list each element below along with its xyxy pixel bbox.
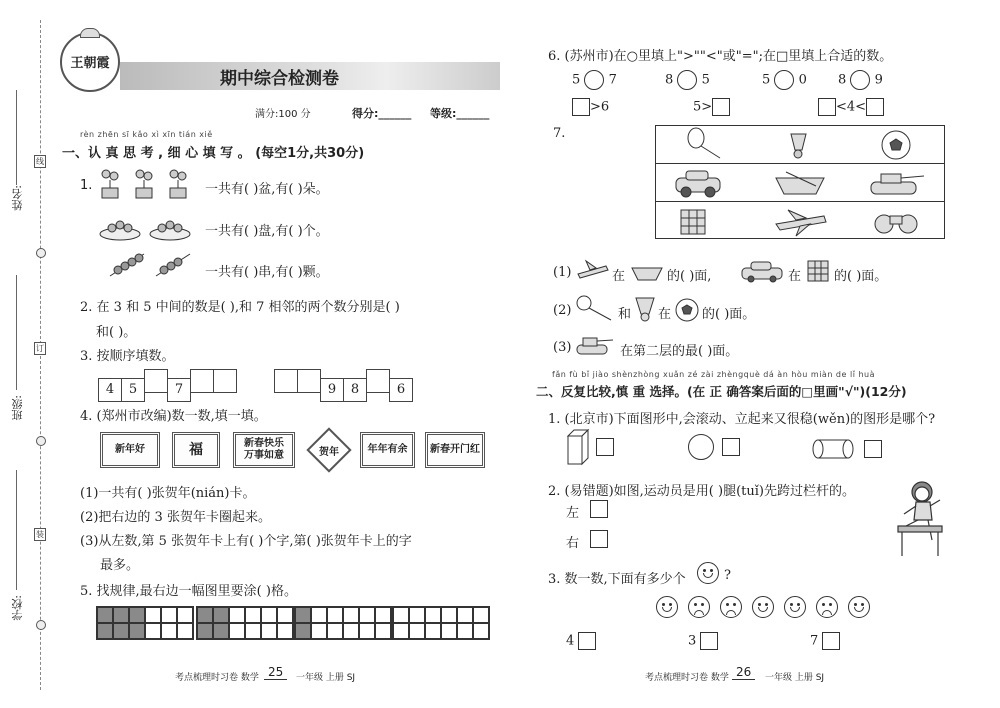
binding-tag-order: 订 — [36, 344, 44, 353]
q7-number: 7. — [553, 126, 566, 141]
compare-right: 9 — [874, 72, 883, 88]
option-item — [566, 632, 596, 650]
answer-box-right[interactable] — [590, 530, 608, 548]
compare-item — [838, 70, 883, 90]
compare-circle[interactable] — [850, 70, 870, 90]
binding-tag-line: 线 — [36, 157, 44, 166]
page-number: 25 — [264, 665, 287, 680]
fill-item — [572, 98, 609, 116]
school-blank-line — [16, 470, 17, 590]
footer-right-text: 一年级 上册 SJ — [296, 673, 356, 683]
footer-left-text: 考点梳理时习卷 数学 — [645, 673, 729, 683]
greeting-card: 新春快乐 万事如意 — [233, 432, 295, 468]
sad-face-icon — [688, 596, 710, 618]
flower-pots-picture — [98, 168, 198, 200]
car-icon — [740, 259, 784, 283]
q7-sub3-num: (3) — [553, 340, 572, 355]
football-icon — [674, 297, 700, 323]
shuttlecock-icon — [634, 296, 656, 322]
q7-sub1-text-c: 在 — [788, 269, 802, 284]
answer-box[interactable] — [572, 98, 590, 116]
s2q2-right-label: 右 — [566, 536, 580, 551]
fill-item — [693, 98, 730, 116]
s2q2-label: 2. (易错题)如图,运动员是用( )腿(tuǐ)先跨过栏杆的。 — [548, 484, 855, 499]
seq-cell[interactable]: 9 — [320, 378, 344, 402]
q4-sub3-end: 最多。 — [100, 558, 140, 573]
fruit-plates-picture — [98, 214, 198, 242]
answer-box[interactable] — [712, 98, 730, 116]
seq-cell[interactable] — [274, 369, 298, 393]
seq-cell[interactable]: 4 — [98, 378, 122, 402]
object-shelf-table — [655, 125, 945, 239]
seq-cell[interactable] — [144, 369, 168, 393]
option-item — [810, 632, 840, 650]
score-field: 得分:______ — [352, 107, 412, 120]
crown-icon — [80, 28, 100, 38]
compare-item — [762, 70, 807, 90]
name-blank-line — [16, 90, 17, 185]
shelf-row-1 — [656, 126, 944, 164]
q1-line3: 一共有( )串,有( )颗。 — [205, 265, 329, 280]
greeting-card-text: 贺年 — [319, 447, 339, 458]
smiley-face-icon — [656, 596, 678, 618]
binding-hole — [36, 620, 46, 630]
q1-line2: 一共有( )盘,有( )个。 — [205, 224, 329, 239]
compare-item — [665, 70, 710, 90]
boat-icon — [630, 260, 664, 282]
q4-label: 4. (郑州市改编)数一数,填一填。 — [80, 409, 267, 424]
sad-face-icon — [816, 596, 838, 618]
q1-number: 1. — [80, 178, 93, 193]
rubiks-cube-icon — [806, 259, 830, 283]
greeting-card: 年年有余 — [360, 432, 415, 468]
q7-sub1-text-b: 的( )面, — [667, 269, 712, 284]
binding-hole — [36, 248, 46, 258]
shelf-row-3 — [656, 202, 944, 240]
binding-tag-seal: 装 — [36, 530, 44, 539]
answer-box[interactable] — [700, 632, 718, 650]
greeting-card: 福 — [172, 432, 220, 468]
tank-icon — [575, 334, 615, 356]
seq-cell[interactable]: 6 — [389, 378, 413, 402]
cylinder-shape — [812, 438, 856, 460]
answer-box[interactable] — [822, 632, 840, 650]
pattern-grid-1 — [96, 606, 194, 640]
greeting-card: 新年好 — [100, 432, 160, 468]
compare-item — [572, 70, 617, 90]
school-label: 学校: — [11, 595, 24, 621]
compare-right: 7 — [608, 72, 617, 88]
s2q3-label: 3. 数一数,下面有多少个 — [548, 572, 686, 587]
smiley-face-icon — [752, 596, 774, 618]
greeting-card: 新春开门红 — [425, 432, 485, 468]
sequence-row-2 — [274, 369, 412, 402]
compare-left: 8 — [838, 72, 847, 88]
class-label: 班级: — [11, 395, 24, 421]
answer-box-cuboid[interactable] — [596, 438, 614, 456]
footer-left-text: 考点梳理时习卷 数学 — [175, 673, 259, 683]
full-score: 满分:100 分 — [255, 109, 311, 120]
answer-box-cylinder[interactable] — [864, 440, 882, 458]
sad-face-icon — [720, 596, 742, 618]
q5-label: 5. 找规律,最右边一幅图里要涂( )格。 — [80, 584, 297, 599]
grade-field: 等级:______ — [430, 107, 490, 120]
shelf-row-2 — [656, 164, 944, 202]
smiley-face-icon — [784, 596, 806, 618]
compare-left: 5 — [762, 72, 771, 88]
sequence-row-1 — [98, 369, 236, 402]
q4-sub1: (1)一共有( )张贺年(nián)卡。 — [80, 486, 256, 501]
footer-right-text: 一年级 上册 SJ — [765, 673, 825, 683]
seq-cell[interactable]: 7 — [167, 378, 191, 402]
q3-label: 3. 按顺序填数。 — [80, 349, 175, 364]
q6-label: 6. (苏州市)在○里填上">""<"或"=";在□里填上合适的数。 — [548, 49, 893, 64]
smiley-face-icon — [848, 596, 870, 618]
hurdler-picture — [890, 478, 950, 558]
publisher-logo — [60, 32, 120, 92]
answer-box-left[interactable] — [590, 500, 608, 518]
name-label: 姓名: — [11, 185, 24, 211]
answer-box[interactable] — [818, 98, 836, 116]
exam-title: 期中综合检测卷 — [220, 69, 339, 89]
candied-fruit-picture — [108, 250, 198, 278]
compare-left: 5 — [572, 72, 581, 88]
q7-sub2-text-c: 的( )面。 — [702, 307, 756, 322]
q7-sub1-num: (1) — [553, 265, 572, 280]
compare-right: 5 — [701, 72, 710, 88]
fill-item — [818, 98, 884, 116]
q1-line1: 一共有( )盆,有( )朵。 — [205, 182, 329, 197]
q7-sub2-text-b: 在 — [658, 307, 672, 322]
q4-sub3: (3)从左数,第 5 张贺年卡上有( )个字,第( )张贺年卡上的字 — [80, 534, 412, 549]
answer-box[interactable] — [578, 632, 596, 650]
q2-line2: 和( )。 — [96, 325, 137, 340]
fill-text: 5> — [693, 99, 713, 115]
q2-line1: 2. 在 3 和 5 中间的数是( ),和 7 相邻的两个数分别是( ) — [80, 300, 400, 315]
section1-title: 一、认 真 思 考 , 细 心 填 写 。 (每空1分,共30分) — [62, 146, 365, 161]
s2q3-label-end: ? — [724, 568, 731, 583]
pattern-grid-4[interactable] — [392, 606, 490, 640]
pattern-grid-2 — [196, 606, 294, 640]
badminton-racket-icon — [575, 294, 615, 322]
airplane-icon — [576, 258, 610, 282]
seq-cell[interactable] — [213, 369, 237, 393]
s2q2-left-label: 左 — [566, 506, 580, 521]
smiley-face-icon — [697, 562, 719, 584]
q7-sub2-num: (2) — [553, 303, 572, 318]
option-value: 4 — [566, 633, 575, 649]
q7-sub3-text: 在第二层的最( )面。 — [620, 344, 739, 359]
seq-cell[interactable]: 5 — [121, 378, 145, 402]
fill-text: >6 — [590, 99, 610, 115]
s2q1-label: 1. (北京市)下面图形中,会滚动、立起来又很稳(wěn)的图形是哪个? — [548, 412, 936, 427]
pattern-grid-3 — [294, 606, 392, 640]
seq-cell[interactable] — [297, 369, 321, 393]
answer-box[interactable] — [866, 98, 884, 116]
greeting-card-diamond — [305, 432, 353, 468]
compare-circle[interactable] — [584, 70, 604, 90]
sphere-shape — [688, 434, 714, 460]
q7-sub2-text-a: 和 — [618, 307, 632, 322]
seq-cell[interactable] — [366, 369, 390, 393]
compare-circle[interactable] — [774, 70, 794, 90]
seq-cell[interactable]: 8 — [343, 378, 367, 402]
option-value: 3 — [688, 633, 697, 649]
option-item — [688, 632, 718, 650]
class-blank-line — [16, 275, 17, 390]
answer-box-sphere[interactable] — [722, 438, 740, 456]
cuboid-shape — [566, 428, 590, 466]
compare-left: 8 — [665, 72, 674, 88]
fill-text: <4< — [836, 99, 867, 115]
binding-dashed-line — [40, 20, 41, 690]
seq-cell[interactable] — [190, 369, 214, 393]
section2-pinyin: fǎn fù bǐ jiào shènzhòng xuǎn zé zài zhèngquè dá àn hòu miàn de lǐ huà — [552, 370, 876, 379]
section1-pinyin: rèn zhēn sī kǎo xì xīn tián xiě — [80, 130, 213, 139]
binding-hole — [36, 436, 46, 446]
logo-text: 王朝霞 — [70, 56, 110, 71]
page-number: 26 — [732, 665, 755, 680]
compare-right: 0 — [798, 72, 807, 88]
section2-title: 二、反复比较,慎 重 选择。(在 正 确答案后面的□里画"√")(12分) — [536, 384, 907, 399]
compare-circle[interactable] — [677, 70, 697, 90]
q7-sub1-text-a: 在 — [612, 269, 626, 284]
q7-sub1-text-d: 的( )面。 — [834, 269, 888, 284]
option-value: 7 — [810, 633, 819, 649]
q4-sub2: (2)把右边的 3 张贺年卡圈起来。 — [80, 510, 271, 525]
